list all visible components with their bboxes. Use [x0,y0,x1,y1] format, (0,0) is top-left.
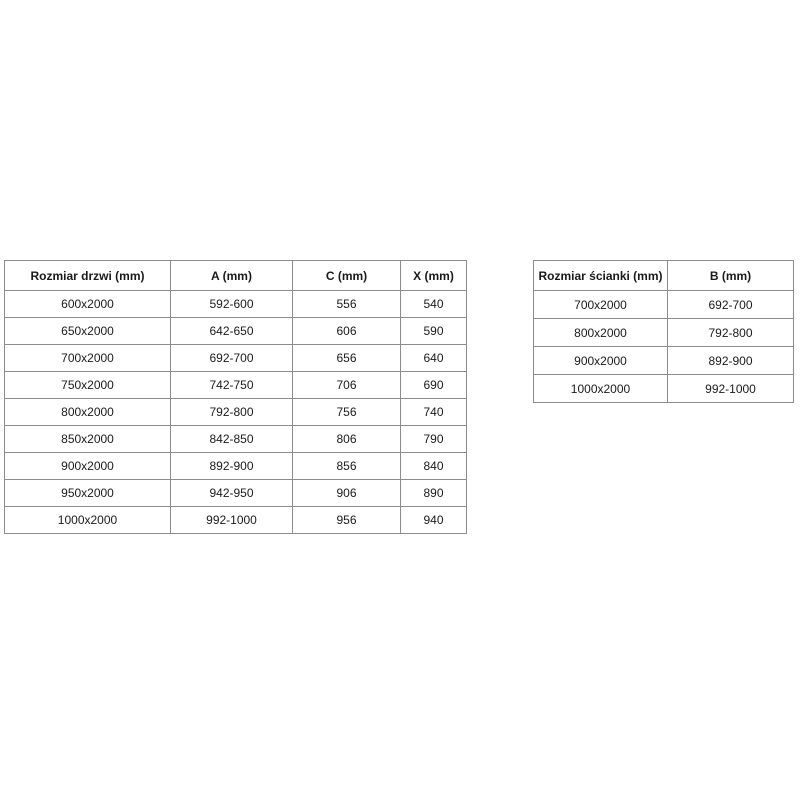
table-cell: 1000x2000 [5,507,171,534]
table-cell: 750x2000 [5,372,171,399]
column-header: A (mm) [171,261,293,291]
table-row [534,375,794,403]
column-header: C (mm) [293,261,401,291]
table-cell: 742-750 [171,372,293,399]
table-cell: 556 [293,291,401,318]
column-header: B (mm) [668,261,794,291]
table-cell: 800x2000 [5,399,171,426]
table-cell: 890 [401,480,467,507]
table-cell: 592-600 [171,291,293,318]
table-cell: 850x2000 [5,426,171,453]
door-sizes-table [4,260,467,534]
table-cell: 640 [401,345,467,372]
table-row [5,372,467,399]
table-cell: 606 [293,318,401,345]
table-cell: 806 [293,426,401,453]
table-row [534,347,794,375]
table-cell: 590 [401,318,467,345]
table-cell: 690 [401,372,467,399]
table-cell: 700x2000 [534,291,668,319]
table-cell: 892-900 [668,347,794,375]
table-cell: 900x2000 [5,453,171,480]
table-cell: 800x2000 [534,319,668,347]
table-cell: 740 [401,399,467,426]
table-row [534,319,794,347]
table-cell: 900x2000 [534,347,668,375]
table-cell: 706 [293,372,401,399]
table-cell: 906 [293,480,401,507]
table-cell: 956 [293,507,401,534]
table-cell: 600x2000 [5,291,171,318]
table-cell: 950x2000 [5,480,171,507]
table-cell: 892-900 [171,453,293,480]
table-cell: 856 [293,453,401,480]
table-cell: 642-650 [171,318,293,345]
table-cell: 840 [401,453,467,480]
table-row [5,426,467,453]
table-cell: 656 [293,345,401,372]
table-row [5,507,467,534]
table-cell: 540 [401,291,467,318]
table-cell: 842-850 [171,426,293,453]
column-header: X (mm) [401,261,467,291]
table-cell: 790 [401,426,467,453]
table-cell: 692-700 [171,345,293,372]
table-cell: 992-1000 [171,507,293,534]
table-cell: 650x2000 [5,318,171,345]
table-cell: 756 [293,399,401,426]
table-cell: 940 [401,507,467,534]
table-row [5,453,467,480]
table-cell: 700x2000 [5,345,171,372]
table-row [5,345,467,372]
table-cell: 1000x2000 [534,375,668,403]
table-row [5,291,467,318]
header-row [534,261,794,291]
wall-sizes-table [533,260,794,403]
table-row [5,480,467,507]
table-row [5,399,467,426]
table-cell: 792-800 [171,399,293,426]
table-row [534,291,794,319]
table-cell: 792-800 [668,319,794,347]
table-cell: 942-950 [171,480,293,507]
table-row [5,318,467,345]
table-cell: 992-1000 [668,375,794,403]
header-row [5,261,467,291]
column-header: Rozmiar ścianki (mm) [534,261,668,291]
column-header: Rozmiar drzwi (mm) [5,261,171,291]
table-cell: 692-700 [668,291,794,319]
